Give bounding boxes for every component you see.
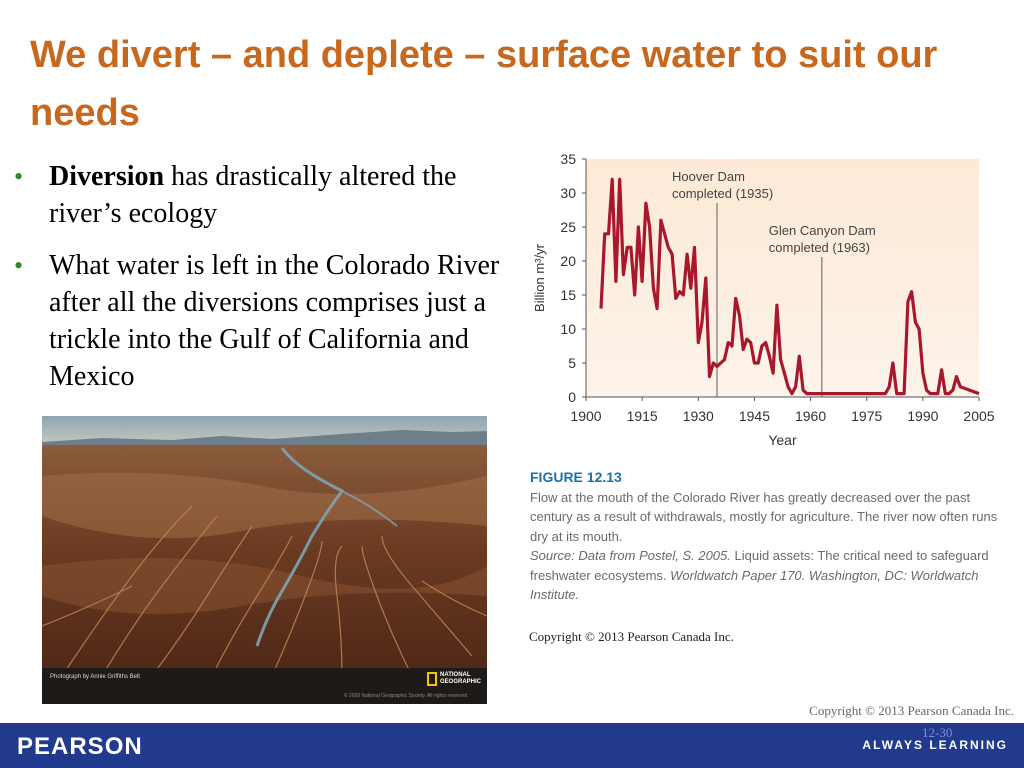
delta-landscape-image (42, 416, 487, 704)
slide-number: 12-30 (922, 725, 953, 740)
figure-source-author: Source: Data from Postel, S. 2005. (530, 548, 731, 563)
bullet-text: has drastically altered the river’s ecology (49, 161, 457, 229)
x-axis-label: Year (768, 432, 797, 448)
y-axis-label: Billion m³/yr (532, 244, 547, 312)
ng-frame-icon (427, 672, 437, 686)
colorado-flow-chart (526, 148, 1006, 453)
y-tick-label: 10 (560, 321, 576, 337)
bullet-dot-icon: • (14, 251, 24, 280)
bullet-bold-text: Diversion (49, 161, 165, 192)
ng-logo-text: NATIONAL GEOGRAPHIC (439, 672, 481, 685)
dam-annotation: Hoover Dam (672, 169, 745, 184)
y-tick-label: 0 (568, 389, 576, 405)
figure-caption-block (530, 468, 1000, 605)
bullet-list (14, 158, 524, 410)
footer-bar (0, 723, 1024, 768)
dam-annotation-date: completed (1963) (768, 240, 870, 255)
slide-copyright: Copyright © 2013 Pearson Canada Inc. (809, 703, 1014, 718)
always-learning-tagline: ALWAYS LEARNING (862, 738, 1008, 752)
bullet-item (14, 158, 524, 232)
x-tick-label: 1915 (626, 408, 658, 424)
figure-copyright: Copyright © 2013 Pearson Canada Inc. (529, 629, 734, 644)
y-tick-label: 25 (560, 219, 576, 235)
figure-label: FIGURE 12.13 (530, 469, 622, 485)
x-tick-label: 1945 (738, 408, 771, 424)
x-tick-label: 2005 (963, 408, 995, 424)
y-tick-label: 5 (568, 355, 576, 371)
bullet-dot-icon: • (14, 162, 24, 191)
pearson-logo: PEARSON (17, 733, 143, 760)
y-tick-label: 20 (560, 253, 576, 269)
figure-caption: Flow at the mouth of the Colorado River has greatly decreased over the past century as a result of withdrawals, mostly for agriculture. The river now often runs dry at its mouth. (530, 489, 998, 544)
x-tick-label: 1930 (682, 408, 714, 424)
figure-source-publisher: Worldwatch Paper 170. Washington, DC: Worldwatch Institute. (530, 567, 979, 602)
bullet-item (14, 247, 524, 395)
slide-title: We divert – and deplete – surface water to suit our needs (30, 34, 938, 134)
y-tick-label: 35 (560, 151, 576, 167)
x-tick-label: 1990 (907, 408, 939, 424)
x-tick-label: 1900 (570, 408, 602, 424)
y-tick-label: 30 (560, 185, 576, 201)
figure-source-title: Liquid assets: The critical need to safeguard freshwater ecosystems. (530, 548, 989, 583)
dam-annotation-date: completed (1935) (672, 186, 774, 201)
photo-credit: Photograph by Annie Griffiths Belt (50, 674, 140, 680)
national-geographic-logo (427, 672, 481, 686)
dam-annotation: Glen Canyon Dam (768, 223, 876, 238)
photo-copyright: © 2009 National Geographic Society. All rights reserved (343, 693, 467, 699)
x-tick-label: 1975 (851, 408, 883, 424)
x-tick-label: 1960 (794, 408, 827, 424)
colorado-delta-photo (42, 416, 487, 704)
figure-source (530, 546, 1000, 605)
y-tick-label: 15 (560, 287, 576, 303)
bullet-text: What water is left in the Colorado River after all the diversions comprises just a trickle into the Gulf of California and Mexico (49, 250, 500, 392)
